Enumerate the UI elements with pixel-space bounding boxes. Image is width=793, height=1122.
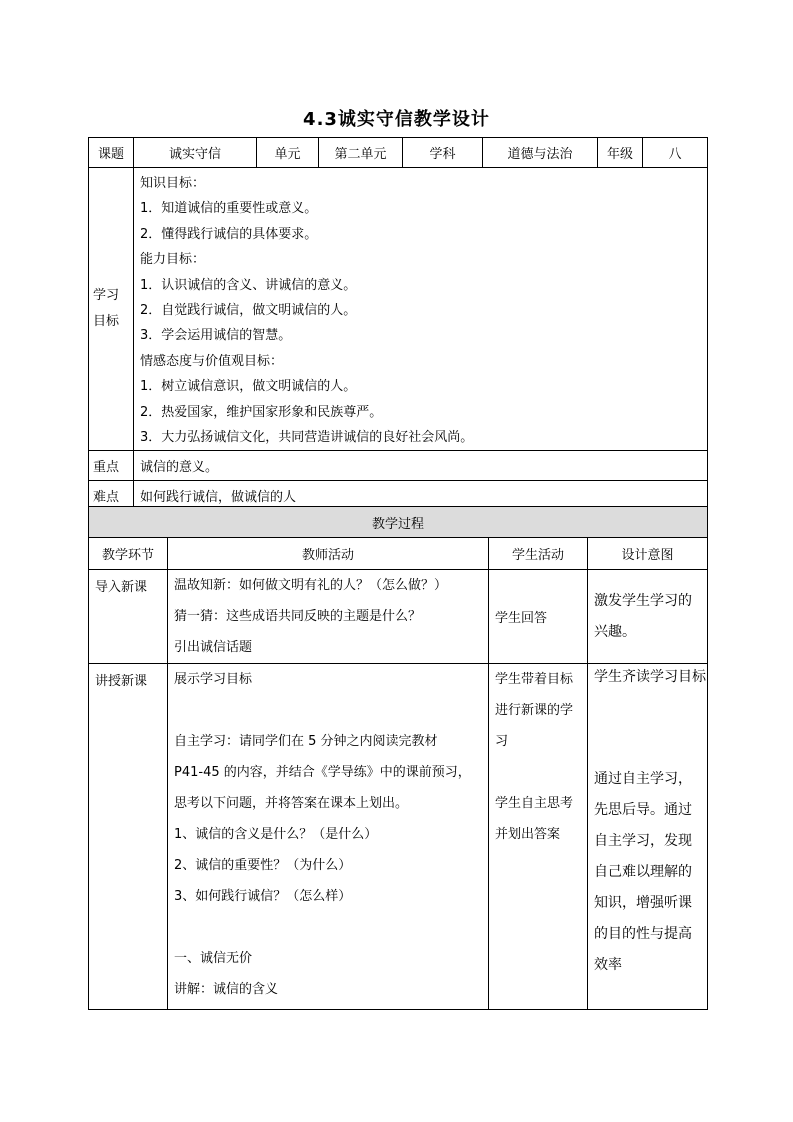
new-lesson-teacher	[168, 664, 489, 1010]
goal-line: 3．学会运用诚信的智慧。	[140, 328, 292, 344]
column-header-intent: 设计意图	[588, 538, 708, 570]
goal-line: 能力目标：	[140, 252, 206, 268]
goal-line: 2．懂得践行诚信的具体要求。	[140, 226, 318, 242]
intro-student: 学生回答	[489, 570, 588, 664]
intent-line: 自己难以理解的	[594, 864, 692, 880]
unit-value: 第二单元	[319, 138, 403, 168]
goal-line: 情感态度与价值观目标：	[140, 353, 284, 369]
student-line: 习	[495, 734, 509, 749]
teacher-line: 引出诚信话题	[174, 640, 253, 655]
teacher-line: 猜一猜：这些成语共同反映的主题是什么？	[174, 609, 422, 624]
intro-stage: 导入新课	[89, 570, 168, 664]
intent-line: 先思后导。通过	[594, 802, 692, 818]
intent-line: 效率	[594, 957, 622, 973]
subject-label: 学科	[403, 138, 483, 168]
student-line: 并划出答案	[495, 827, 561, 842]
goals-label-line2: 目标	[93, 314, 120, 330]
teacher-line: P41-45 的内容，并结合《学导练》中的课前预习，	[174, 765, 471, 780]
subject-value: 道德与法治	[483, 138, 598, 168]
goals-content	[134, 168, 708, 451]
goal-line: 2．热爱国家，维护国家形象和民族尊严。	[140, 404, 383, 420]
teacher-line: 1、诚信的含义是什么？（是什么）	[174, 827, 378, 842]
teaching-process-table	[88, 506, 708, 1010]
intro-intent	[588, 570, 708, 664]
new-lesson-stage: 讲授新课	[89, 664, 168, 1010]
intent-line: 兴趣。	[594, 623, 636, 640]
difficulty-value: 如何践行诚信，做诚信的人	[134, 481, 708, 510]
document-title: 4.3诚实守信教学设计	[303, 109, 490, 130]
lesson-info-table	[88, 137, 708, 510]
teacher-line: 2、诚信的重要性？（为什么）	[174, 858, 352, 873]
student-line: 学生自主思考	[495, 796, 574, 811]
goals-label-line1: 学习	[93, 288, 120, 304]
goal-line: 1．树立诚信意识，做文明诚信的人。	[140, 379, 357, 395]
intro-teacher	[168, 570, 489, 664]
intent-line: 知识，增强听课	[594, 895, 692, 911]
intent-line: 通过自主学习，	[594, 771, 692, 787]
key-point-value: 诚信的意义。	[134, 451, 708, 481]
column-header-stage: 教学环节	[89, 538, 168, 570]
new-lesson-student	[489, 664, 588, 1010]
difficulty-label: 难点	[89, 481, 134, 510]
teacher-line: 讲解：诚信的含义	[174, 982, 279, 997]
teacher-line: 3、如何践行诚信？（怎么样）	[174, 889, 352, 904]
intent-line: 的目的性与提高	[594, 926, 692, 942]
key-point-label: 重点	[89, 451, 134, 481]
process-heading: 教学过程	[89, 507, 708, 538]
teacher-line: 自主学习：请同学们在 5 分钟之内阅读完教材	[174, 734, 438, 749]
column-header-teacher: 教师活动	[168, 538, 489, 570]
intent-line: 激发学生学习的	[594, 592, 692, 609]
unit-label: 单元	[257, 138, 319, 168]
teacher-line: 思考以下问题，并将答案在课本上划出。	[174, 796, 409, 811]
grade-label: 年级	[598, 138, 643, 168]
student-line	[495, 757, 587, 788]
new-lesson-intent	[588, 664, 708, 1010]
grade-value: 八	[643, 138, 708, 168]
goal-line: 2．自觉践行诚信，做文明诚信的人。	[140, 302, 357, 318]
student-line: 学生带着目标	[495, 672, 574, 687]
teacher-line	[174, 695, 488, 726]
goal-line: 1．知道诚信的重要性或意义。	[140, 201, 318, 217]
intent-top: 学生齐读学习目标	[594, 669, 706, 685]
topic-label: 课题	[89, 138, 134, 168]
goals-label	[89, 168, 134, 451]
goal-line: 3．大力弘扬诚信文化，共同营造讲诚信的良好社会风尚。	[140, 429, 474, 445]
student-line: 进行新课的学	[495, 703, 574, 718]
intent-line: 自主学习，发现	[594, 833, 692, 849]
topic-value: 诚实守信	[134, 138, 257, 168]
teacher-line	[174, 912, 488, 943]
column-header-student: 学生活动	[489, 538, 588, 570]
goal-line: 知识目标：	[140, 176, 206, 191]
teacher-line: 温故知新：如何做文明有礼的人？（怎么做？）	[174, 578, 448, 593]
teacher-line: 一、诚信无价	[174, 951, 253, 966]
teacher-line: 展示学习目标	[174, 672, 253, 687]
goal-line: 1．认识诚信的含义、讲诚信的意义。	[140, 277, 357, 293]
